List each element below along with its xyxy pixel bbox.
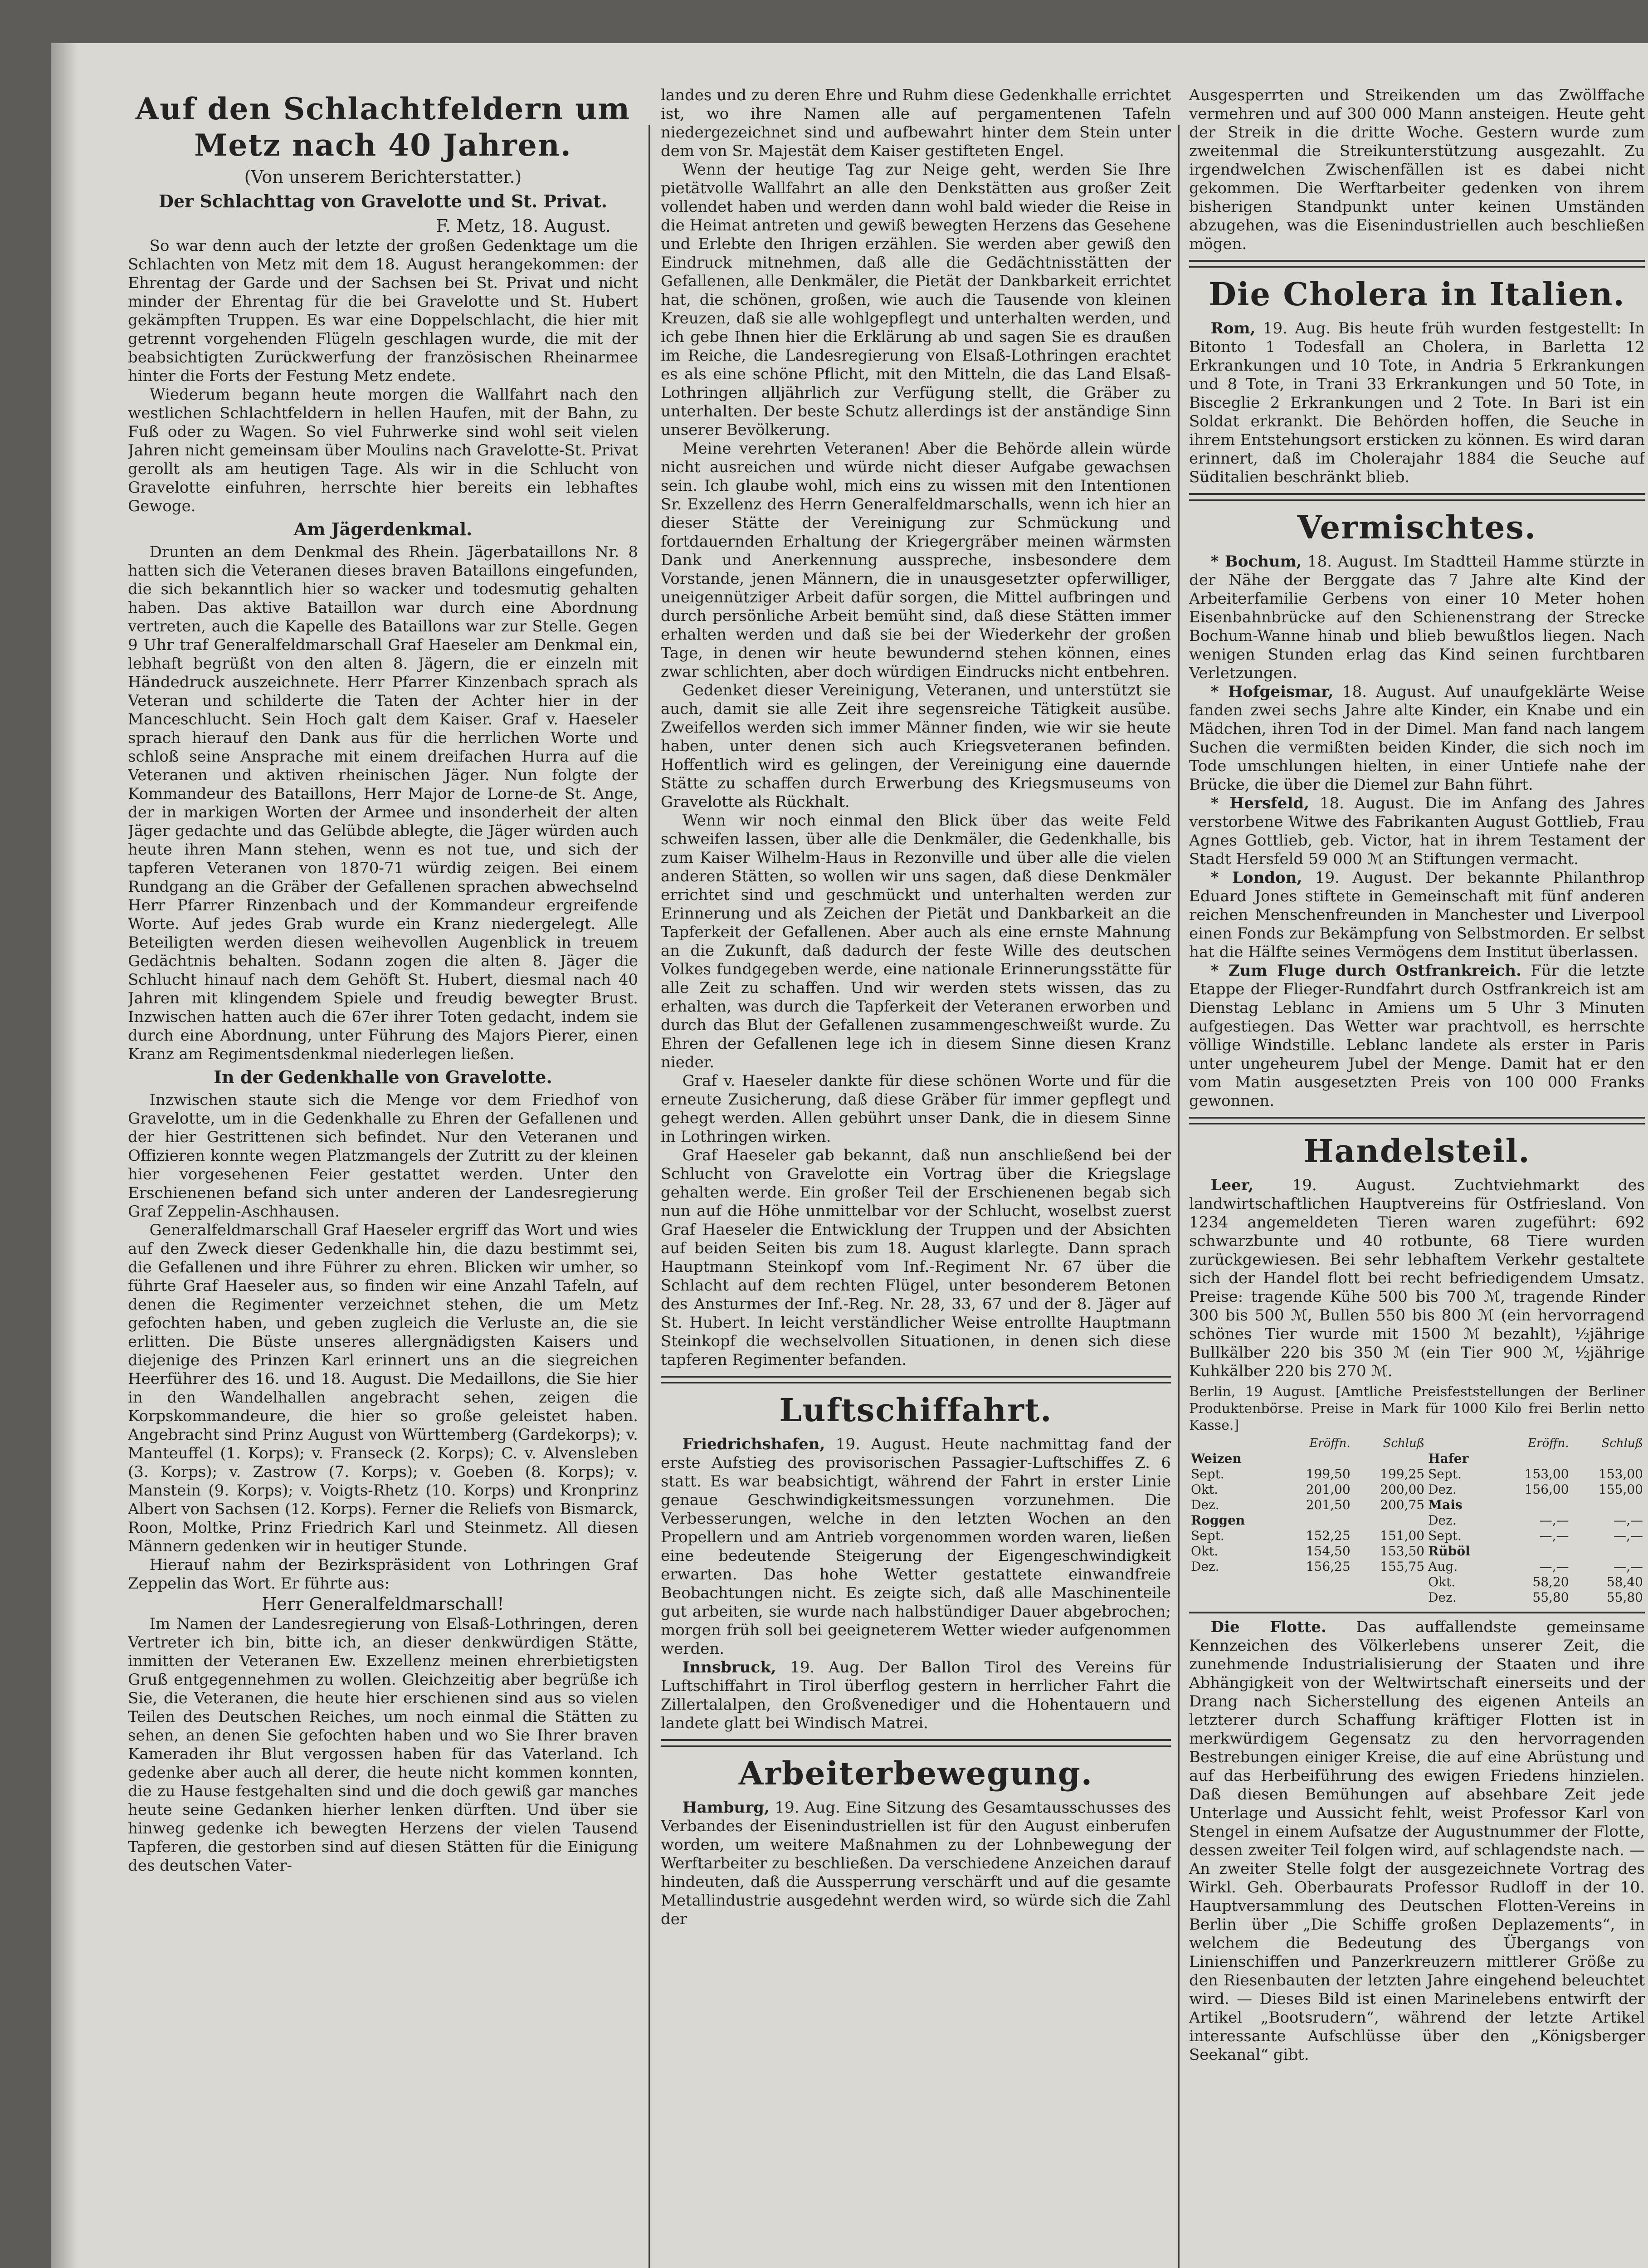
market-row xyxy=(1189,1513,1645,1528)
market-cell: Sept. xyxy=(1428,1466,1462,1481)
news-item xyxy=(1189,552,1645,683)
market-row xyxy=(1189,1466,1645,1482)
section-title-luftschiffahrt: Luftschiffahrt. xyxy=(779,1391,1053,1429)
paragraph: Generalfeldmarschall Graf Haeseler ergriff das Wort und wies auf den Zweck dieser Gedenkhalle hin, die dazu bestimmt sei, die Gefallenen und ihre Führer zu ehren. Blicken wir umher, so führte Graf Haeseler aus, so finden wir eine Anzahl Tafeln, auf denen die Regimenter verzeichnet stehen, die um Metz gefochten haben, und geben zugleich die Verluste an, die sie erlitten. Die Büste unseres allergnädigsten Kaisers und diejenige des Prinzen Karl erinnert uns an die siegreichen Heerführer des 16. und 18. August. Die Medaillons, die Sie hier in den Wandelhallen angebracht sehen, zeigen die Korpskommandeure, die hier so große geleistet haben. Angebracht sind Prinz August von Württemberg (Gardekorps); v. Manteuffel (1. Korps); v. Franseck (2. Korps); C. v. Alvensleben (3. Korps); v. Zastrow (7. Korps); v. Goeben (8. Korps); v. Manstein (9. Korps); v. Voigts-Rhetz (10. Korps) und Kronprinz Albert von Sachsen (12. Korps). Ferner die Reliefs von Bismarck, Roon, Moltke, Prinz Friedrich Karl und Steinmetz. All diesen Männern gedenken wir in heutiger Stunde. xyxy=(128,1221,638,1555)
market-column-label xyxy=(1426,1436,1497,1451)
market-cell xyxy=(1352,1574,1426,1590)
paragraph: landes und zu deren Ehre und Ruhm diese Gedenkhalle errichtet ist, wo ihre Namen alle auf pergamentenen Tafeln niedergezeichnet sind und aufbewahrt hinter dem Stein unter dem von Sr. Majestät dem Kaiser gestifteten Engel. xyxy=(661,86,1171,160)
market-cell: 55,80 xyxy=(1532,1590,1569,1605)
news-text: 18. August. Die im Anfang des Jahres verstorbene Witwe des Fabrikanten August Gottlieb, Frau Agnes Gottlieb, geb. Victor, hat in ihrem Testament der Stadt Hersfeld 59 000 ℳ an Stiftungen vermacht. xyxy=(1189,794,1645,868)
market-cell: 58,40 xyxy=(1606,1574,1643,1589)
article-subtitle: Der Schlachttag von Gravelotte und St. Privat. xyxy=(159,191,607,211)
market-cell: 58,20 xyxy=(1532,1574,1569,1589)
news-lead: Rom, xyxy=(1210,319,1256,337)
news-item xyxy=(1189,1176,1645,1381)
market-cell: 201,00 xyxy=(1306,1482,1351,1497)
market-cell: 153,00 xyxy=(1524,1466,1569,1481)
market-cell xyxy=(1497,1544,1570,1559)
market-cell: 153,50 xyxy=(1380,1544,1425,1559)
section-title-arbeiterbewegung: Arbeiterbewegung. xyxy=(738,1755,1093,1792)
market-cell: 199,50 xyxy=(1306,1466,1351,1481)
news-lead: * Zum Fluge durch Ostfrankreich. xyxy=(1210,962,1521,980)
paragraph: Wenn wir noch einmal den Blick über das weite Feld schweifen lassen, über alle die Denkmäler, die Gedenkhalle, bis zum Kaiser Wilhelm-Haus in Rezonville und über alle die vielen anderen Stätten, so wollen wir uns sagen, daß diese Denkmäler errichtet sind und geschmückt und unterhalten werden zur Erinnerung und als Zeichen der Pietät und Dankbarkeit an die Tapferkeit der Gefallenen. Aber auch als eine ernste Mahnung an die Zukunft, daß dadurch der feste Wille des deutschen Volkes fundgegeben werde, eine nationale Erinnerungsstätte für alle Zeit zu schaffen. Und wir werden stets wissen, das zu erhalten, was durch die Tapferkeit der Veteranen erworben und durch das Blut der Gefallenen zusammengeschweißt wurde. Zu Ehren der Gefallenen lege ich in diesem Sinne diesen Kranz nieder. xyxy=(661,811,1171,1071)
section-rule xyxy=(661,1739,1171,1747)
market-cell xyxy=(1278,1574,1352,1590)
market-cell: Weizen xyxy=(1191,1451,1242,1466)
paragraph: Gedenket dieser Vereinigung, Veteranen, und unterstützt sie auch, damit sie alle Zeit ihre segensreiche Tätigkeit ausübe. Zweifellos werden sich immer Männer finden, wie wir sie heute haben, unter denen sich auch Kriegsveteranen befinden. Hoffentlich wird es gelingen, der Vereinigung eine dauernde Stätte zu schaffen durch Erwerbung des Kriegsmuseums von Gravelotte als Rückhalt. xyxy=(661,681,1171,811)
market-column-label: Schluß xyxy=(1601,1437,1643,1450)
market-report xyxy=(1189,1383,1645,1605)
paragraph: Inzwischen staute sich die Menge vor dem Friedhof von Gravelotte, um in die Gedenkhalle zu Ehren der Gefallenen und der hier Gestrittenen sich befindet. Nur den Veteranen und Offizieren konnte wegen Platzmangels der Zutritt zu der kleinen hier vorgesehenen Feier gestattet werden. Unter den Erschienenen befand sich unter anderen der Landesregierung Graf Zeppelin-Aschhausen. xyxy=(128,1091,638,1221)
paragraph: Drunten an dem Denkmal des Rhein. Jägerbataillons Nr. 8 hatten sich die Veteranen dieses braven Bataillons eingefunden, die sich bekanntlich hier so wacker und todesmutig gehalten haben. Das aktive Bataillon war durch eine Abordnung vertreten, auch die Kapelle des Bataillons war zur Stelle. Gegen 9 Uhr traf Generalfeldmarschall Graf Haeseler am Denkmal ein, lebhaft begrüßt von den alten 8. Jägern, die er einzeln mit Händedruck auszeichnete. Herr Pfarrer Kinzenbach sprach als Veteran und schilderte die Taten der Achter hier in der Manceschlucht. Sein Hoch galt dem Kaiser. Graf v. Haeseler sprach hierauf den Dank aus für die herrlichen Worte und schloß seine Ansprache mit einem dreifachen Hurra auf die Veteranen und aktiven rheinischen Jäger. Nun folgte der Kommandeur des Bataillons, Herr Major de Lorne-de St. Ange, der in markigen Worten der Armee und insonderheit der alten Jäger gedachte und das Gelübde ablegte, die Jäger würden auch heute ihren Mann stehen, wenn es not tue, und sich der tapferen Veteranen von 1870-71 würdig zeigen. Bei einem Rundgang an die Gräber der Gefallenen sprachen abwechselnd Herr Pfarrer Rinzenbach und der Kommandeur ergreifende Worte. Auf jedes Grab wurde ein Kranz niedergelegt. Alle Beteiligten werden diesen weihevollen Augenblick in treuem Gedächtnis behalten. Sodann zogen die alten 8. Jäger die Schlucht hinauf nach dem Gehöft St. Hubert, diesmal nach 40 Jahren mit klingendem Spiele und freudig bewegter Brust. Inzwischen hatten auch die 67er ihrer Toten gedacht, indem sie durch eine Abordnung, unter Führung des Majors Pierer, einen Kranz am Regimentsdenkmal niederlegen ließen. xyxy=(128,543,638,1063)
market-cell: —,— xyxy=(1614,1513,1643,1528)
column-divider xyxy=(648,125,650,2268)
news-text: 18. August. Im Stadtteil Hamme stürzte in der Nähe der Berggate das 7 Jahre alte Kind der Arbeiterfamilie Gerbens von einer 10 Meter hohen Eisenbahnbrücke auf den Schienenstrang der Strecke Bochum-Wanne hinab und blieb bewußtlos liegen. Nach wenigen Stunden erlag das Kind seinen furchtbaren Verletzungen. xyxy=(1189,552,1645,682)
market-cell: 199,25 xyxy=(1380,1466,1425,1481)
article-byline: (Von unserem Berichterstatter.) xyxy=(244,167,522,187)
section-subhead: Am Jägerdenkmal. xyxy=(293,519,473,539)
news-item xyxy=(1189,962,1645,1110)
market-cell: Aug. xyxy=(1428,1559,1458,1574)
market-column-label: Schluß xyxy=(1383,1437,1425,1450)
section-rule xyxy=(1189,493,1645,501)
paragraph: So war denn auch der letzte der großen Gedenktage um die Schlachten von Metz mit dem 18. August herangekommen: der Ehrentag der Garde und der Sachsen bei St. Privat und nicht minder der Ehrentag für die bei Gravelotte und St. Hubert gekämpften Truppen. Es war eine Doppelschlacht, die hier mit getrennt vorgehenden Flügeln geschlagen wurde, die mit der beabsichtigten Zurückwerfung der französischen Rheinarmee hinter die Forts der Festung Metz endete. xyxy=(128,237,638,385)
news-lead: * London, xyxy=(1210,869,1302,887)
market-cell: Roggen xyxy=(1191,1513,1245,1528)
news-lead: * Bochum, xyxy=(1210,552,1302,571)
market-row xyxy=(1189,1590,1645,1605)
news-lead: * Hofgeismar, xyxy=(1210,683,1334,701)
market-cell xyxy=(1352,1451,1426,1466)
section-subhead: In der Gedenkhalle von Gravelotte. xyxy=(214,1067,552,1087)
market-cell: Okt. xyxy=(1191,1482,1219,1497)
section-rule xyxy=(1189,260,1645,268)
market-cell: —,— xyxy=(1539,1513,1569,1528)
market-cell: —,— xyxy=(1614,1559,1643,1574)
market-cell: —,— xyxy=(1539,1528,1569,1543)
paragraph: Ausgesperrten und Streikenden um das Zwölffache vermehren und auf 300 000 Mann ansteigen. Heute geht der Streik in die dritte Woche. Gestern wurde zum zweitenmal die Streikunterstützung ausgezahlt. Zu irgendwelchen Zwischenfällen ist es dabei nicht gekommen. Die Werftarbeiter gedenken von ihrem bisherigen Standpunkt unter keinen Umständen abzugehen, was die Eisenindustriellen auch beschließen mögen. xyxy=(1189,86,1645,253)
market-cell: 152,25 xyxy=(1306,1528,1351,1543)
news-text: 18. August. Auf unaufgeklärte Weise fanden zwei sechs Jahre alte Kinder, ein Knabe und ein Mädchen, ihren Tod in der Dimel. Man fand nach langem Suchen die vermißten beiden Kinder, die sich noch im Tode umschlungen hielten, in einer Untiefe nahe der Brücke, die über die Diemel zur Bahn führt. xyxy=(1189,683,1645,794)
market-cell: 155,00 xyxy=(1599,1482,1643,1497)
market-table-header xyxy=(1189,1436,1645,1451)
market-cell: Okt. xyxy=(1428,1574,1456,1589)
page-binding-shadow xyxy=(51,43,78,2268)
market-row xyxy=(1189,1528,1645,1544)
market-cell xyxy=(1571,1497,1645,1513)
market-row xyxy=(1189,1451,1645,1466)
market-cell: —,— xyxy=(1614,1528,1643,1543)
news-item xyxy=(661,1435,1171,1658)
news-item xyxy=(1189,319,1645,487)
market-row xyxy=(1189,1497,1645,1513)
column-divider xyxy=(1178,125,1180,2268)
market-cell: Dez. xyxy=(1428,1590,1457,1605)
news-item xyxy=(661,1658,1171,1733)
market-cell: 200,00 xyxy=(1380,1482,1425,1497)
market-cell xyxy=(1189,1590,1278,1605)
market-cell xyxy=(1352,1513,1426,1528)
paragraph: Graf Haeseler gab bekannt, daß nun anschließend bei der Schlucht von Gravelotte ein Vortrag über die Kriegslage gehalten werde. Ein großer Teil der Erschienenen begab sich nun auf die Höhe unmittelbar vor der Schlucht, woselbst zuerst Graf Haeseler die Entwicklung der Truppen und der Absichten auf beiden Seiten bis zum 18. August klarlegte. Dann sprach Hauptmann Steinkopf vom Inf.-Regiment Nr. 67 über die Schlacht auf dem rechten Flügel, unter besonderem Betonen des Ansturmes der Inf.-Reg. Nr. 28, 33, 67 und der 8. Jäger auf St. Hubert. In leicht verständlicher Weise entrollte Hauptmann Steinkopf die wechselvollen Situationen, in denen sich diese tapferen Regimenter befanden. xyxy=(661,1146,1171,1369)
market-cell: 200,75 xyxy=(1380,1497,1425,1512)
market-cell xyxy=(1571,1544,1645,1559)
news-text: Für die letzte Etappe der Flieger-Rundfahrt durch Ostfrankreich ist am Dienstag Leblanc in Amiens um 5 Uhr 3 Minuten aufgestiegen. Das Wetter war prachtvoll, es herrschte völlige Windstille. Leblanc landete als erster in Paris unter ungeheurem Jubel der Menge. Damit hat er den vom Matin ausgesetzten Preis von 100 000 Franks gewonnen. xyxy=(1189,962,1645,1110)
market-cell: 155,75 xyxy=(1380,1559,1425,1574)
market-cell: 201,50 xyxy=(1306,1497,1351,1512)
newspaper-page xyxy=(51,43,1648,2268)
market-cell xyxy=(1497,1451,1570,1466)
news-lead: Innsbruck, xyxy=(682,1658,776,1677)
news-text: 19. Aug. Bis heute früh wurden festgestellt: In Bitonto 1 Todesfall an Cholera, in Barletta 12 Erkrankungen und 10 Tote, in Andria 5 Erkrankungen und 8 Tote, in Trani 33 Erkrankungen und 50 Tote, in Bisceglie 2 Erkrankungen und 2 Tote. In Bari ist ein Soldat erkrankt. Die Behörden hoffen, die Seuche in ihrem Entstehungsort ersticken zu können. Es wird daran erinnert, daß im Cholerajahr 1884 die Seuche auf Süditalien beschränkt blieb. xyxy=(1189,319,1645,486)
market-cell: Sept. xyxy=(1428,1528,1462,1543)
market-cell: —,— xyxy=(1539,1559,1569,1574)
paragraph: Im Namen der Landesregierung von Elsaß-Lothringen, deren Vertreter ich bin, bitte ich, an dieser denkwürdigen Stätte, inmitten der Veteranen Ew. Exzellenz meinen ehrerbietigsten Gruß entgegennehmen zu wollen. Gleichzeitig aber begrüße ich Sie, die Veteranen, die heute hier erschienen sind aus so vielen Teilen des Deutschen Reiches, um noch einmal die Stätten zu sehen, an denen Sie gefochten haben und wo Sie Ihrer braven Kameraden ihr Blut vergossen haben für das Vaterland. Ich gedenke aber auch all derer, die heute nicht kommen konnten, die zu Hause festgehalten sind und die doch gewiß gar manches heute seine Gedanken hierher lenken dürften. Und über sie hinweg gedenke ich bewegten Herzens der vielen Tausend Tapferen, die gestorben sind auf diesen Stätten für die Einigung des deutschen Vater- xyxy=(128,1615,638,1875)
news-text: 19. August. Der bekannte Philanthrop Eduard Jones stiftete in Gemeinschaft mit fünf anderen reichen Menschenfreunden in Manchester und Liverpool einen Fonds zur Bekämpfung von Selbstmorden. Er selbst hat die Hälfte seines Vermögens dem Institut überlassen. xyxy=(1189,869,1645,961)
news-lead: * Hersfeld, xyxy=(1210,794,1309,812)
market-cell: Dez. xyxy=(1191,1497,1219,1512)
market-cell xyxy=(1352,1590,1426,1605)
market-cell: 55,80 xyxy=(1606,1590,1643,1605)
paragraph: Wiederum begann heute morgen die Wallfahrt nach den westlichen Schlachtfeldern in hellen Haufen, mit der Bahn, zu Fuß oder zu Wagen. So viel Fuhrwerke sind wohl seit vielen Jahren nicht gemeinsam über Moulins nach Gravelotte-St. Privat gerollt als am heutigen Tage. Als wir in die Schlucht von Gravelotte einfuhren, herrschte hier bereits ein lebhaftes Gewoge. xyxy=(128,386,638,515)
market-cell: Mais xyxy=(1428,1497,1463,1512)
market-cell xyxy=(1571,1451,1645,1466)
market-cell: Okt. xyxy=(1191,1544,1219,1559)
market-cell: Rüböl xyxy=(1428,1544,1470,1559)
section-rule xyxy=(661,1376,1171,1383)
market-row xyxy=(1189,1574,1645,1590)
section-title-cholera: Die Cholera in Italien. xyxy=(1209,275,1625,313)
news-item xyxy=(661,1799,1171,1929)
news-item xyxy=(1189,869,1645,962)
market-row xyxy=(1189,1482,1645,1497)
news-lead: Die Flotte. xyxy=(1210,1618,1326,1636)
speech-address: Herr Generalfeldmarschall! xyxy=(262,1594,504,1614)
market-column-label: Eröffn. xyxy=(1309,1437,1351,1450)
market-cell xyxy=(1278,1513,1352,1528)
news-text: 19. August. Heute nachmittag fand der erste Aufstieg des provisorischen Passagier-Luftschiffes Z. 6 statt. Es war beabsichtigt, während der Fahrt in erster Linie genaue Geschwindigkeitsmessungen vorzunehmen. Die Verbesserungen, welche in den letzten Wochen an den Propellern und am Antrieb vorgenommen worden waren, ließen eine bedeutende Steigerung der Eigengeschwindigkeit erwarten. Das hohe Wetter gestattete einwandfreie Beobachtungen nicht. Es zeigte sich, daß alle Maschinenteile gut arbeiten, sie wurde nach halbstündiger Dauer abgebrochen; morgen früh soll bei geeigneterem Wetter wieder aufgenommen werden. xyxy=(661,1435,1171,1658)
news-text: 19. August. Zuchtviehmarkt des landwirtschaftlichen Hauptvereins für Ostfriesland. Von 1234 angemeldeten Tieren waren zugeführt: 692 schwarzbunte und 40 rotbunte, 68 Tiere wurden zurückgewiesen. Bei sehr lebhaftem Verkehr gestaltete sich der Handel flott bei recht befriedigendem Umsatz. Preise: tragende Kühe 500 bis 700 ℳ, tragende Rinder 300 bis 500 ℳ, Bullen 550 bis 800 ℳ (ein hervorragend schönes Tier wurde mit 1500 ℳ bezahlt), ½jährige Bullkälber 220 bis 350 ℳ (ein Tier 900 ℳ, ½jährige Kuhkälber 220 bis 270 ℳ. xyxy=(1189,1176,1645,1380)
market-cell xyxy=(1278,1451,1352,1466)
market-cell: Sept. xyxy=(1191,1528,1224,1543)
column-2 xyxy=(661,86,1171,1929)
market-header: Berlin, 19 August. [Amtliche Preisfeststellungen der Berliner Produktenbörse. Preise in Mark für 1000 Kilo frei Berlin netto Kasse.] xyxy=(1189,1384,1645,1433)
market-cell xyxy=(1497,1497,1570,1513)
news-lead: Friedrichshafen, xyxy=(682,1435,825,1453)
market-cell: Sept. xyxy=(1191,1466,1224,1481)
market-cell: 154,50 xyxy=(1306,1544,1351,1559)
market-cell: 156,25 xyxy=(1306,1559,1351,1574)
paragraph: Meine verehrten Veteranen! Aber die Behörde allein würde nicht ausreichen und würde nicht dieser Aufgabe gewachsen sein. Ich glaube wohl, mich eins zu wissen mit den Intentionen Sr. Exzellenz des Herrn Generalfeldmarschalls, wenn ich hier an dieser Stätte der Vereinigung zur Schmückung und fortdauernden Erhaltung der Kriegergräber meinen wärmsten Dank und Anerkennung ausspreche, insbesondere dem Vorstande, jenen Männern, die in unausgesetzter opferwilliger, uneigennütziger Arbeit dafür sorgen, die Mittel aufbringen und durch persönliche Arbeit bemüht sind, daß diese Stätten immer erhalten werden und daß sie bei der Wiederkehr der großen Tage, in denen wir heute bewundernd stehen können, eines zwar schlichten, aber doch würdigen Eindrucks nicht entbehren. xyxy=(661,440,1171,681)
market-cell: Dez. xyxy=(1428,1482,1457,1497)
market-row xyxy=(1189,1559,1645,1574)
market-cell: Dez. xyxy=(1191,1559,1219,1574)
market-cell xyxy=(1189,1574,1278,1590)
market-cell: 153,00 xyxy=(1599,1466,1643,1481)
market-row xyxy=(1189,1544,1645,1559)
section-rule xyxy=(1189,1612,1645,1613)
market-cell: Dez. xyxy=(1428,1513,1457,1528)
news-item xyxy=(1189,1618,1645,2064)
paragraph: Hierauf nahm der Bezirkspräsident von Lothringen Graf Zeppelin das Wort. Er führte aus: xyxy=(128,1556,638,1593)
news-text: 19. Aug. Eine Sitzung des Gesamtausschusses des Verbandes der Eisenindustriellen ist für den August einberufen worden, um weitere Maßnahmen zu der Lohnbewegung der Werftarbeiter zu beschließen. Da verschiedene Anzeichen darauf hindeuten, daß die Aussperrung verschärft und auf die gesamte Metallindustrie ausgedehnt werden wird, so würde sich die Zahl der xyxy=(661,1799,1171,1928)
market-cell: 151,00 xyxy=(1380,1528,1425,1543)
column-1 xyxy=(128,86,638,1875)
news-lead: Leer, xyxy=(1210,1176,1254,1194)
article-title: Auf den Schlachtfeldern um Metz nach 40 Jahren. xyxy=(135,91,631,163)
section-rule xyxy=(1189,1117,1645,1124)
column-3 xyxy=(1189,86,1645,2064)
market-table xyxy=(1189,1436,1645,1605)
section-title-vermischtes: Vermischtes. xyxy=(1297,508,1537,546)
news-text: Das auffallendste gemeinsame Kennzeichen des Völkerlebens unserer Zeit, die zunehmende Industrialisierung der Staaten und ihre Abhängigkeit von der Weltwirtschaft einerseits und der Drang nach Sicherstellung des eigenen Anteils an letzterer durch Schaffung kräftiger Flotten ist in merkwürdigem Gegensatz zu den hervorragenden Bestrebungen einiger Kreise, die auf eine Abrüstung und auf das Herbeiführung des ewigen Friedens hinzielen. Daß diesen Bemühungen auf absehbare Zeit jede Unterlage und Aussicht fehlt, weist Professor Karl von Stengel in einem Aufsatze der Augustnummer der Flotte, dessen zweiter Teil folgen wird, auf schlagendste nach. — An zweiter Stelle folgt der ausgezeichnete Vortrag des Wirkl. Geh. Oberbaurats Professor Rudloff in der 10. Hauptversammlung des Deutschen Flotten-Vereins in Berlin über „Die Schiffe großen Deplazements“, in welchem die Bedeutung des Übergangs von Linienschiffen und Panzerkreuzern mittlerer Größe zu den Riesenbauten der letzten Jahre eingehend beleuchtet wird. — Dieses Bild ist einen Marinelebens entwirft der Artikel „Bootsrudern“, während der letzte Artikel interessante Aufschlüsse über den „Königsberger Seekanal“ gibt. xyxy=(1189,1618,1645,2064)
article-dateline: F. Metz, 18. August. xyxy=(436,216,611,236)
section-title-handelsteil: Handelsteil. xyxy=(1303,1132,1531,1170)
news-lead: Hamburg, xyxy=(682,1799,770,1817)
news-item xyxy=(1189,794,1645,869)
market-column-label xyxy=(1189,1436,1278,1451)
market-cell: 156,00 xyxy=(1524,1482,1569,1497)
market-cell: Hafer xyxy=(1428,1451,1469,1466)
paragraph: Graf v. Haeseler dankte für diese schönen Worte und für die erneute Zusicherung, daß diese Gräber für immer gepflegt und gehegt werden. Allen gebührt unser Dank, die in diesem Sinne in Lothringen wirken. xyxy=(661,1072,1171,1146)
market-cell xyxy=(1278,1590,1352,1605)
market-column-label: Eröffn. xyxy=(1528,1437,1569,1450)
paragraph: Wenn der heutige Tag zur Neige geht, werden Sie Ihre pietätvolle Wallfahrt an alle den Denkstätten aus großer Zeit vollendet haben und werden dann wohl bald wieder die Reise in die Heimat antreten und gewiß bewegten Herzens das Gesehene und Erlebte den Ihrigen erzählen. Sie werden aber gewiß den Eindruck mitnehmen, daß alle die Gedächtnisstätten der Gefallenen, alle Denkmäler, die Pietät der Dankbarkeit errichtet hat, die schönen, großen, wie auch die Tausende von kleinen Kreuzen, daß sie alle wohlgepflegt und unterhalten werden, und ich gebe Ihnen hier die Erklärung ab und sagen Sie es draußen im Reiche, die Landesregierung von Elsaß-Lothringen erachtet es als eine schöne Pflicht, mit den Mitteln, die das Land Elsaß-Lothringen alljährlich zur Verfügung stellt, die Gräber zu unterhalten. Der beste Schutz allerdings ist der anständige Sinn unserer Bevölkerung. xyxy=(661,161,1171,439)
news-text: 19. Aug. Der Ballon Tirol des Vereins für Luftschiffahrt in Tirol überflog gestern in herrlicher Fahrt die Zillertalalpen, den Großvenediger und die Hohentauern und landete glatt bei Windisch Matrei. xyxy=(661,1658,1171,1732)
news-item xyxy=(1189,683,1645,794)
